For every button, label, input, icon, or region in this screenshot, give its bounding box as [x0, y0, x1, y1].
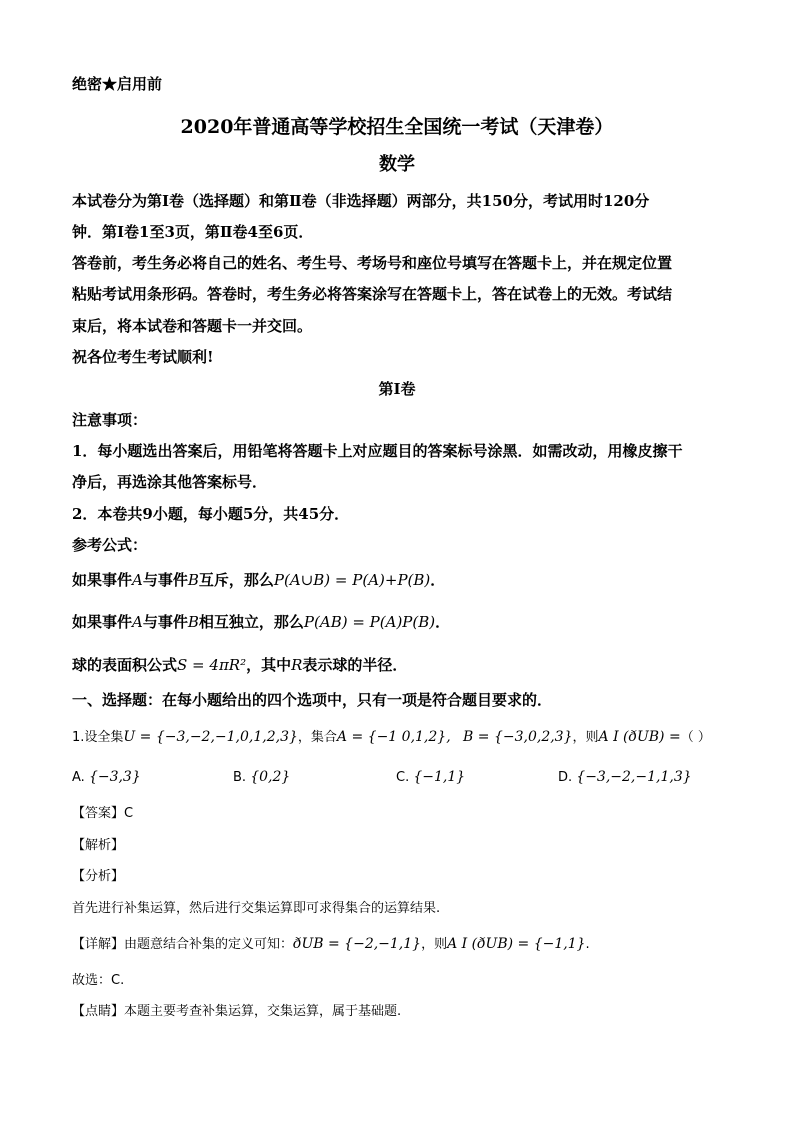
formula-mutual-exclusive: 如果事件A与事件B互斥，那么P(A∪B) = P(A)+P(B)．: [72, 571, 446, 589]
choice-line: 故选：C.: [72, 973, 125, 988]
analysis-tag: 【解析】: [72, 838, 125, 853]
comment-line: 【点睛】本题主要考查补集运算，交集运算，属于基础题.: [72, 1004, 402, 1019]
answer-tag: 【答案】: [72, 806, 125, 821]
formula-independent: 如果事件A与事件B相互独立，那么P(AB) = P(A)P(B)．: [72, 613, 451, 631]
answer-value: C: [124, 806, 134, 821]
intro-line-6: 祝各位考生考试顺利!: [72, 348, 214, 366]
section-heading-choice: 一、选择题：在每小题给出的四个选项中，只有一项是符合题目要求的．: [72, 691, 553, 709]
notes-line-1: 1．每小题选出答案后，用铅笔将答题卡上对应题目的答案标号涂黑．如需改动，用橡皮擦干: [72, 442, 683, 460]
option-b: B. {0,2}: [233, 769, 291, 785]
option-c: C. {−1,1}: [396, 769, 466, 785]
intro-line-3: 答卷前，考生务必将自己的姓名、考生号、考场号和座位号填写在答题卡上，并在规定位置: [72, 254, 673, 272]
option-d: D. {−3,−2,−1,1,3}: [558, 769, 692, 785]
fenxi-text: 首先进行补集运算，然后进行交集运算即可求得集合的运算结果.: [72, 901, 441, 916]
intro-line-1: 本试卷分为第Ⅰ卷（选择题）和第Ⅱ卷（非选择题）两部分，共150分，考试用时120分: [72, 192, 650, 210]
formulas-heading: 参考公式：: [72, 536, 148, 554]
intro-line-2: 钟．第Ⅰ卷1至3页，第Ⅱ卷4至6页．: [72, 223, 314, 241]
notes-line-2: 净后，再选涂其他答案标号．: [72, 473, 268, 491]
intro-line-4: 粘贴考试用条形码。答卷时，考生务必将答案涂写在答题卡上，答在试卷上的无效。考试结: [72, 285, 673, 303]
detail-line: 【详解】由题意结合补集的定义可知：ðUB = {−2,−1,1}，则A I (ðUB) = {−1,1}.: [72, 936, 590, 952]
notes-line-3: 2．本卷共9小题，每小题5分，共45分．: [72, 505, 350, 523]
answer-line: [72, 804, 133, 824]
intro-line-5: 束后，将本试卷和答题卡一并交回。: [72, 317, 313, 335]
part1-title: 第I卷: [378, 380, 416, 398]
formula-sphere-area: 球的表面积公式S = 4πR²，其中R表示球的半径．: [72, 656, 408, 674]
notes-heading: 注意事项：: [72, 411, 148, 429]
subject-title: 数学: [379, 154, 415, 175]
exam-title: 2020年普通高等学校招生全国统一考试（天津卷）: [180, 116, 614, 138]
fenxi-tag: 【分析】: [72, 869, 125, 884]
option-a: A. {−3,3}: [72, 769, 141, 785]
question-1: 1.设全集U = {−3,−2,−1,0,1,2,3}，集合A = {−1 0,1,2}, B = {−3,0,2,3}，则A I (ðUB) =（ ）: [72, 729, 711, 745]
secret-label: 绝密★启用前: [72, 75, 163, 93]
